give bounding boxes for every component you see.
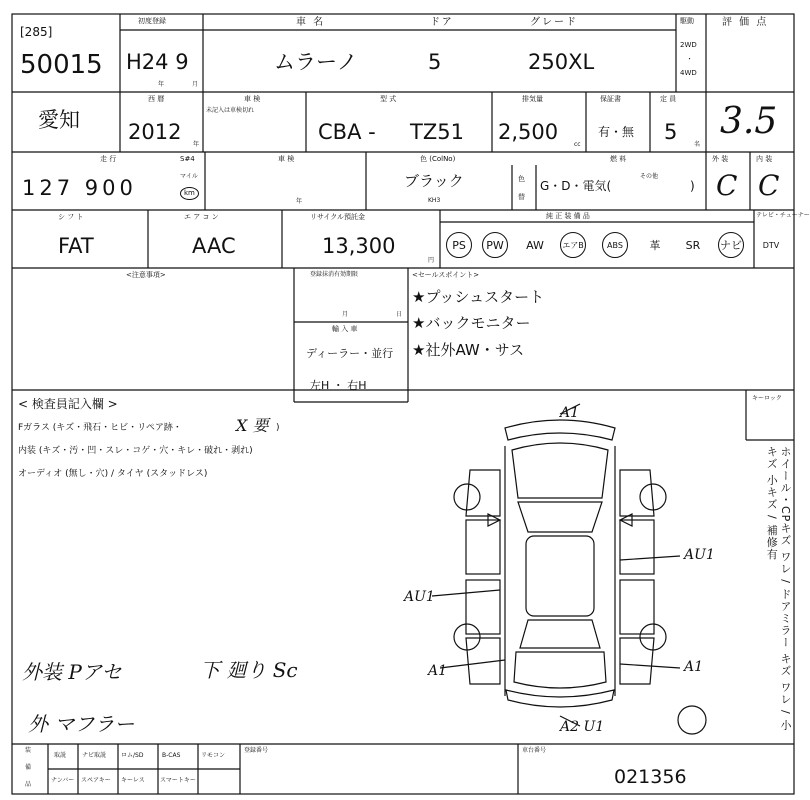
registration-number-label: 登録番号	[244, 747, 269, 754]
right-rear-door	[620, 580, 654, 634]
car-name-label: 車 名	[296, 17, 326, 28]
year-label: 西 暦	[148, 95, 165, 103]
footer-r1-4: リモコン	[201, 752, 226, 759]
rear-bumper-shape	[506, 690, 614, 707]
first-registration-year-unit: 年	[158, 81, 165, 88]
hood-shape	[512, 443, 608, 498]
footer-r2-2: キーレス	[121, 777, 145, 784]
damage-mark-rear: A2 U1	[560, 719, 605, 735]
sales-point-3: ★社外AW・サス	[412, 341, 525, 359]
drive-label: 駆動	[680, 17, 694, 25]
notes-label: <注意事項>	[126, 271, 166, 279]
rear-glass-shape	[520, 620, 600, 648]
mileage-unit-km: km	[180, 187, 199, 200]
damage-mark-right-1: AU1	[684, 547, 715, 563]
right-rear-fender	[620, 638, 654, 684]
equipment-item: ナビ	[718, 232, 744, 258]
drive-4wd: 4WD	[680, 69, 697, 77]
shift-label: シ フ ト	[58, 213, 84, 221]
ac-label: エ ア コ ン	[184, 213, 219, 221]
equipment-item: エアB	[560, 232, 586, 258]
equipment-item: SR	[685, 238, 701, 252]
drive-dot: ・	[686, 55, 693, 63]
fuel-value: G・D・電気(	[540, 179, 612, 193]
recycle-value: 13,300	[322, 234, 396, 258]
year-unit: 年	[193, 141, 200, 148]
inspection-label: 車 検	[244, 95, 261, 103]
color-value: ブラック	[404, 172, 464, 190]
handwritten-note-1: 外装 Pアセ	[22, 660, 122, 684]
footer-equip-3: 品	[25, 781, 32, 788]
equipment-item: DTV	[762, 240, 780, 250]
interior-value: C	[758, 169, 780, 202]
mileage-value: 127 900	[22, 176, 137, 200]
recycle-label: リサイクル預託金	[310, 213, 366, 221]
model-code: TZ51	[410, 120, 464, 144]
inspection-note: 未記入は車検切れ	[206, 107, 255, 114]
color-change-1: 色	[518, 175, 525, 183]
mark-line-right-2	[620, 664, 680, 668]
displacement-value: 2,500	[498, 120, 559, 144]
equipment-item: PW	[482, 232, 508, 258]
drive-2wd: 2WD	[680, 41, 697, 49]
recycle-unit: 円	[428, 257, 435, 264]
spare-tire	[678, 706, 706, 734]
fuel-other: その他	[640, 173, 659, 180]
fuel-close: )	[690, 179, 695, 193]
displacement-label: 排気量	[522, 95, 543, 103]
damage-mark-left-rear: A1	[428, 663, 448, 679]
equipment-item: AW	[526, 238, 544, 252]
equipment-item: 革	[649, 239, 661, 252]
footer-r2-0: ナンバー	[51, 777, 75, 784]
first-registration-month-unit: 月	[192, 81, 199, 88]
damage-mark-front: A1	[560, 405, 580, 421]
year-value: 2012	[128, 120, 182, 144]
first-registration-value: H24 9	[126, 50, 189, 74]
lot-number: 50015	[20, 50, 103, 80]
doors-label: ドア	[430, 17, 454, 28]
mark-line-left-2	[440, 660, 505, 668]
right-front-door	[620, 520, 654, 574]
mark-line-right-1	[620, 556, 680, 560]
car-name: ムラーノ	[274, 50, 358, 74]
body-sides	[505, 446, 615, 696]
inspection-line-3: オーディオ (無し・穴) / タイヤ (スタッドレス)	[18, 469, 208, 479]
mileage-sub: S#4	[180, 155, 195, 163]
footer-r1-3: B-CAS	[162, 752, 181, 759]
import-label: 輸 入 車	[332, 325, 358, 333]
inspection-line-2: 内装 (キズ・汚・凹・スレ・コゲ・穴・キレ・破れ・剥れ)	[18, 446, 253, 456]
chassis-number-label: 車台番号	[522, 747, 547, 754]
color-label: 色 (ColNo)	[420, 155, 456, 163]
footer-r2-3: スマートキー	[160, 777, 196, 784]
ac-value: AAC	[192, 234, 236, 258]
exterior-value: C	[716, 169, 738, 202]
interior-label: 内 装	[756, 155, 773, 163]
trunk-shape	[514, 652, 606, 688]
equipment-label: 純 正 装 備 品	[546, 212, 590, 220]
score-label: 評 価 点	[722, 17, 769, 28]
displacement-unit: cc	[574, 141, 581, 148]
footer-r1-2: ロム/SD	[121, 752, 144, 759]
sales-points-label: <セールスポイント>	[412, 271, 480, 279]
side-notes: ホイール・CPキズ ワレ / ドアミラー キズ ワレ / 小キズ 小キズ / 補修有	[765, 446, 792, 732]
grade-value: 250XL	[528, 50, 595, 74]
damage-mark-left: AU1	[404, 589, 435, 605]
left-front-door	[466, 520, 500, 574]
fuel-label: 燃 料	[610, 155, 627, 163]
exterior-label: 外 装	[712, 155, 729, 163]
inspection-line-1: Fガラス (キズ・飛石・ヒビ・リペア跡・	[18, 423, 182, 433]
windshield-shape	[518, 502, 602, 532]
score-value: 3.5	[720, 101, 778, 142]
footer-equip-2: 備	[25, 764, 32, 771]
lot-bracket: [285]	[20, 25, 53, 39]
equipment-item: ABS	[602, 232, 628, 258]
mileage-unit-mile: マイル	[180, 173, 198, 180]
color-code: KH3	[428, 197, 441, 204]
front-bumper-shape	[505, 420, 615, 440]
inspection-title: < 検査員記入欄 >	[18, 397, 118, 411]
registration-month: 月	[342, 311, 349, 318]
left-rear-door	[466, 580, 500, 634]
registration-day: 日	[396, 311, 403, 318]
capacity-label: 定 員	[660, 95, 677, 103]
vehicle-type-label: 車 検	[278, 155, 295, 163]
first-registration-label: 初度登録	[138, 17, 166, 25]
inspection-line-1-mark: X 要	[236, 416, 269, 435]
damage-mark-right-2: A1	[684, 659, 704, 675]
dealer-value: ディーラー・並行	[306, 347, 394, 360]
color-change-2: 替	[518, 193, 525, 201]
mileage-label: 走 行	[100, 155, 117, 163]
warranty-value: 有・無	[598, 125, 635, 139]
keyless-label: キーロック	[752, 395, 782, 402]
handwritten-note-3: 外 マフラー	[28, 712, 135, 736]
shift-value: FAT	[58, 234, 94, 258]
doors-value: 5	[428, 50, 442, 74]
footer-r1-0: 取説	[54, 752, 67, 759]
model-label: 型 式	[380, 95, 397, 103]
vehicle-type-sub: 年	[296, 198, 303, 205]
grade-label: グレード	[530, 17, 578, 28]
capacity-value: 5	[664, 120, 678, 144]
region: 愛知	[38, 108, 80, 132]
warranty-label: 保証書	[600, 95, 621, 103]
registration-deadline-label: 登録抹消有効期限	[310, 271, 359, 278]
equipment-item: PS	[446, 232, 472, 258]
chassis-number: 021356	[614, 766, 687, 788]
sales-point-2: ★バックモニター	[412, 314, 531, 332]
footer-equip-1: 装	[25, 747, 32, 754]
sales-point-1: ★プッシュスタート	[412, 288, 545, 306]
handwritten-note-2: 下 廻り Sc	[200, 658, 298, 682]
capacity-unit: 名	[694, 141, 701, 148]
handle-value: 左H ・ 右H	[310, 379, 367, 392]
footer-r2-1: スペアキー	[81, 777, 111, 784]
inspection-line-1-close: )	[276, 423, 280, 433]
model-prefix: CBA -	[318, 120, 376, 144]
footer-r1-1: ナビ取説	[82, 752, 107, 759]
roof-shape	[526, 536, 594, 616]
tv-label: テレビ・チューナー	[756, 212, 810, 219]
